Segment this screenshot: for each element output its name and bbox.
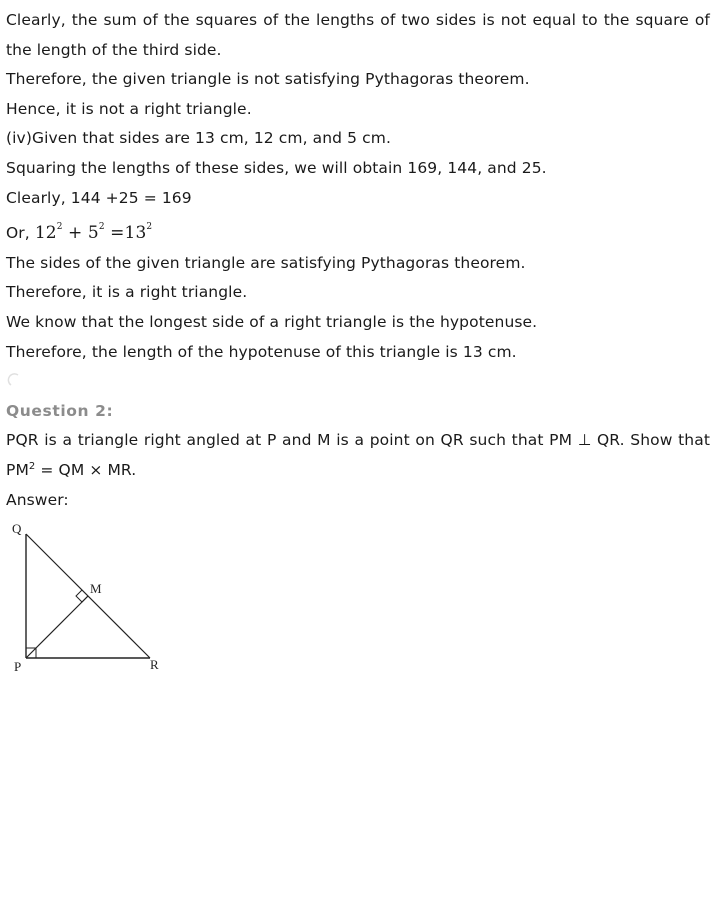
equation-exp-c: 2 <box>146 222 153 233</box>
equation-term-a: 12 <box>34 223 57 244</box>
equation-line <box>6 213 710 249</box>
faint-arc-mark <box>6 372 22 388</box>
altitude-pm <box>26 596 88 658</box>
question-statement-end: = QM × MR. <box>35 460 137 479</box>
equation-exp-b: 2 <box>98 222 105 233</box>
paragraph-part-iv: (iv)Given that sides are 13 cm, 12 cm, and 5 cm. <box>6 129 391 148</box>
label-q: Q <box>12 521 22 536</box>
question-statement-sup: 2 <box>28 460 36 472</box>
label-r: R <box>150 657 159 672</box>
section-gap <box>6 367 710 397</box>
solution-content <box>6 6 710 515</box>
label-p: P <box>14 659 22 674</box>
equation-term-c: 13 <box>124 223 147 244</box>
equation-exp-a: 2 <box>56 222 63 233</box>
paragraph-longest-side: We know that the longest side of a right triangle is the hypotenuse. <box>6 312 538 331</box>
equation-prefix: Or, <box>6 224 30 243</box>
paragraph-hypotenuse-length: Therefore, the length of the hypotenuse of this triangle is 13 cm. <box>6 342 517 361</box>
equation-term-b: 5 <box>87 223 99 244</box>
paragraph-clearly-sum: Clearly, 144 +25 = 169 <box>6 188 192 207</box>
label-m: M <box>90 581 102 596</box>
paragraph-satisfying: The sides of the given triangle are satisfying Pythagoras theorem. <box>6 253 526 272</box>
paragraph-sum-of-squares: Clearly, the sum of the squares of the lengths of two sides is not equal to the square of the length of the third side. <box>6 11 710 59</box>
triangle-pqr-figure <box>4 514 174 679</box>
answer-label: Answer: <box>6 490 69 509</box>
paragraph-not-right-triangle: Hence, it is not a right triangle. <box>6 99 252 118</box>
pythagoras-equation <box>35 223 152 243</box>
right-angle-mark-m <box>76 590 88 602</box>
equation-equals: = <box>110 223 125 244</box>
question-statement <box>6 426 710 485</box>
paragraph-squaring: Squaring the lengths of these sides, we will obtain 169, 144, and 25. <box>6 158 547 177</box>
paragraph-not-satisfying: Therefore, the given triangle is not satisfying Pythagoras theorem. <box>6 70 530 89</box>
equation-plus: + <box>68 223 83 244</box>
question-statement-text: PQR is a triangle right angled at P and M is a point on QR such that PM ⊥ QR. Show that PM <box>6 431 710 479</box>
question-title: Question 2: <box>6 401 114 420</box>
paragraph-is-right-triangle: Therefore, it is a right triangle. <box>6 283 248 302</box>
